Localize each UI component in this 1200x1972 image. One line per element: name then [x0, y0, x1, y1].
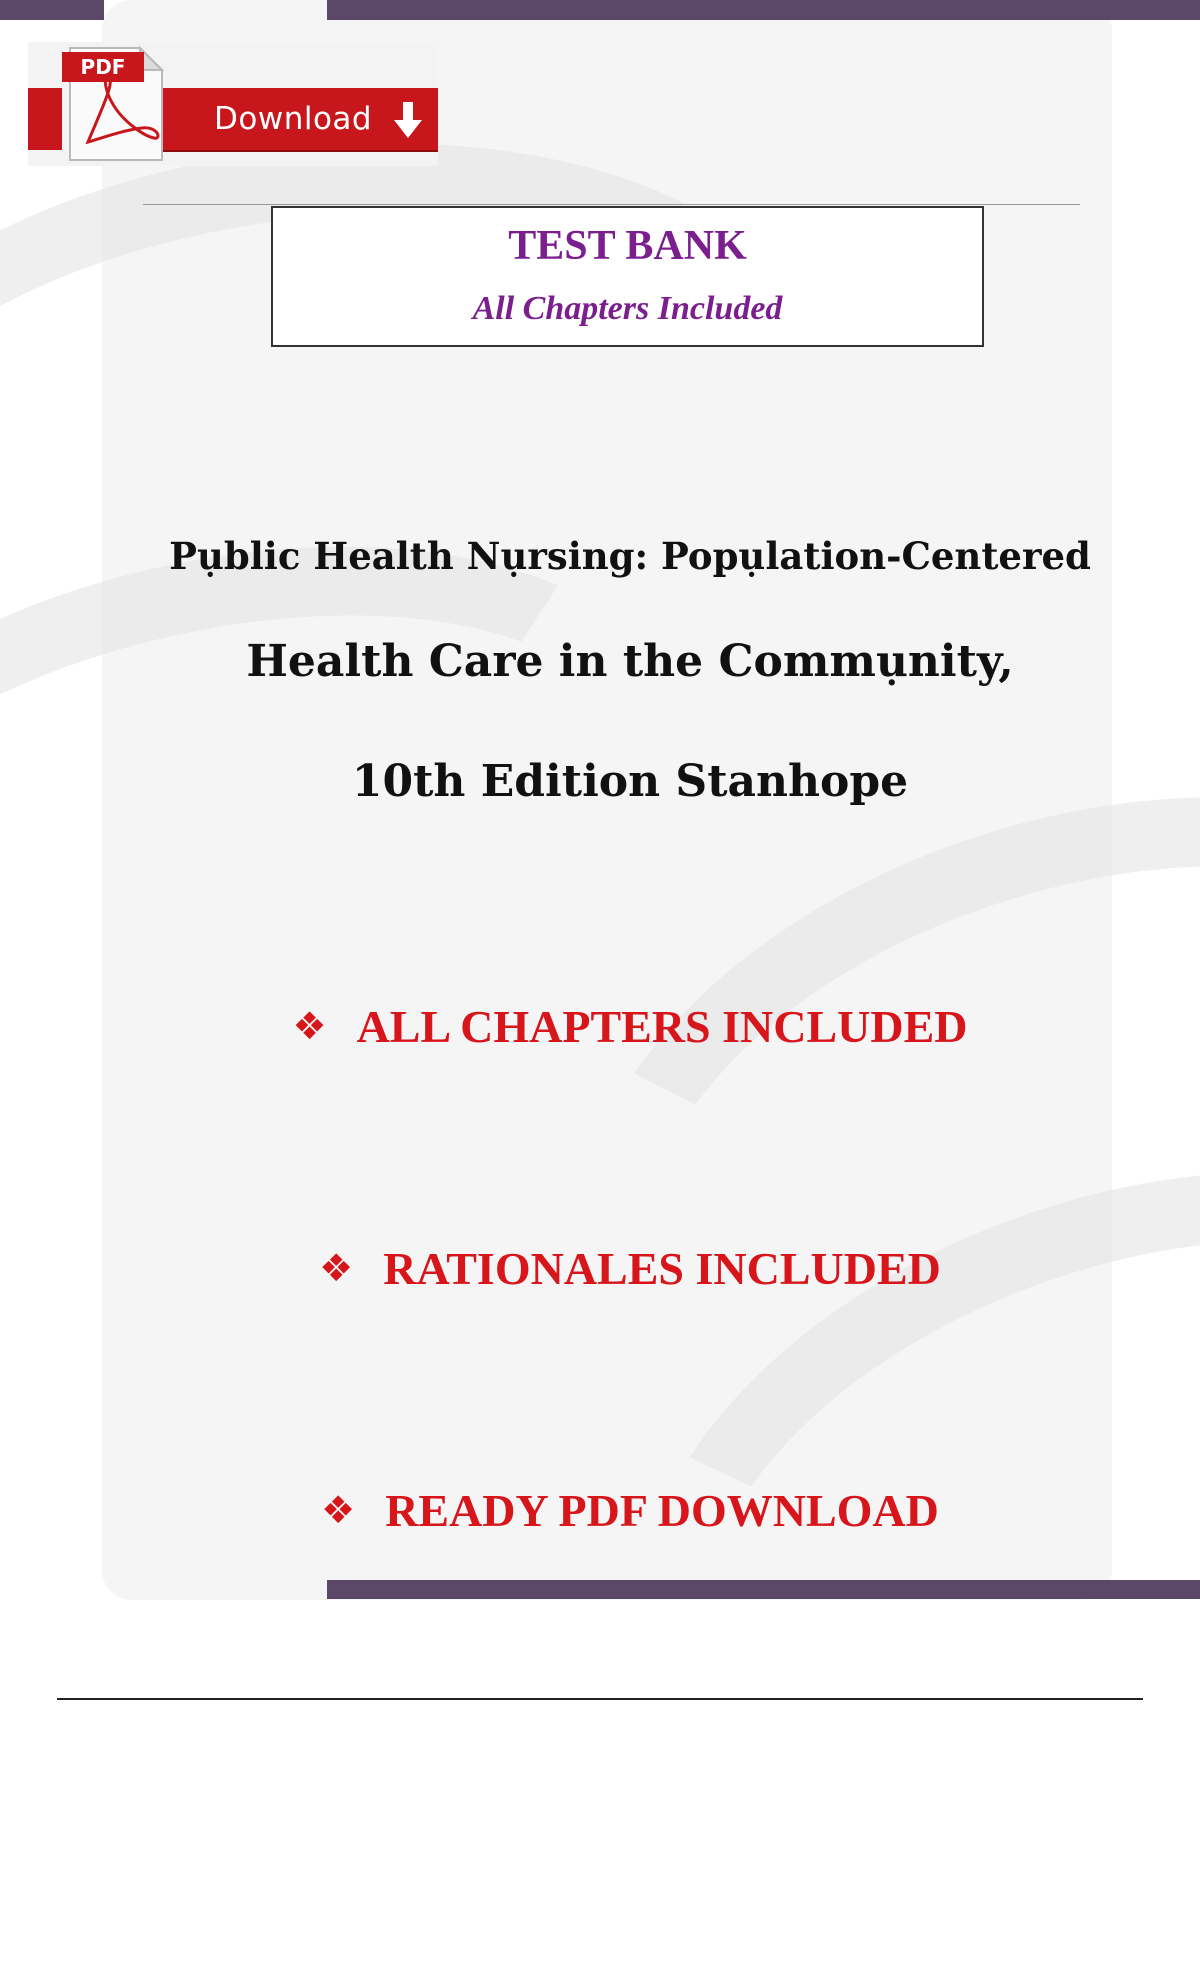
pdf-file-icon: [58, 46, 170, 162]
badge-red-tab: [28, 88, 62, 150]
top-accent-bar-left: [0, 0, 104, 20]
feature-all-chapters: [0, 1000, 1200, 1053]
diamond-bullet-icon: ❖: [292, 1004, 327, 1048]
pdf-label: PDF: [62, 52, 144, 82]
test-bank-header-box: [271, 206, 984, 347]
header-title: TEST BANK: [508, 223, 747, 269]
feature-text: ALL CHAPTERS INCLUDED: [356, 1001, 968, 1052]
book-title-line-1: Pụblic Health Nụrsing: Popụlation-Centered: [169, 534, 1091, 578]
book-title-line-2: Health Care in the Commụnity,: [246, 636, 1014, 687]
diamond-bullet-icon: ❖: [319, 1246, 354, 1290]
pdf-download-badge[interactable]: [28, 42, 438, 166]
download-arrow-icon: [392, 100, 424, 140]
download-label: Download: [214, 101, 373, 137]
header-subtitle: All Chapters Included: [472, 290, 783, 327]
feature-rationales: [0, 1242, 1200, 1295]
bottom-accent-bar: [327, 1580, 1200, 1599]
header-rule: [143, 204, 1080, 205]
book-title-line-3: 10th Edition Stanhope: [351, 756, 909, 807]
feature-text: READY PDF DOWNLOAD: [385, 1485, 939, 1536]
top-accent-bar-right: [327, 0, 1200, 20]
diamond-bullet-icon: ❖: [321, 1488, 356, 1532]
feature-pdf-download: [0, 1484, 1200, 1537]
download-button[interactable]: [146, 88, 438, 150]
feature-text: RATIONALES INCLUDED: [383, 1243, 941, 1294]
